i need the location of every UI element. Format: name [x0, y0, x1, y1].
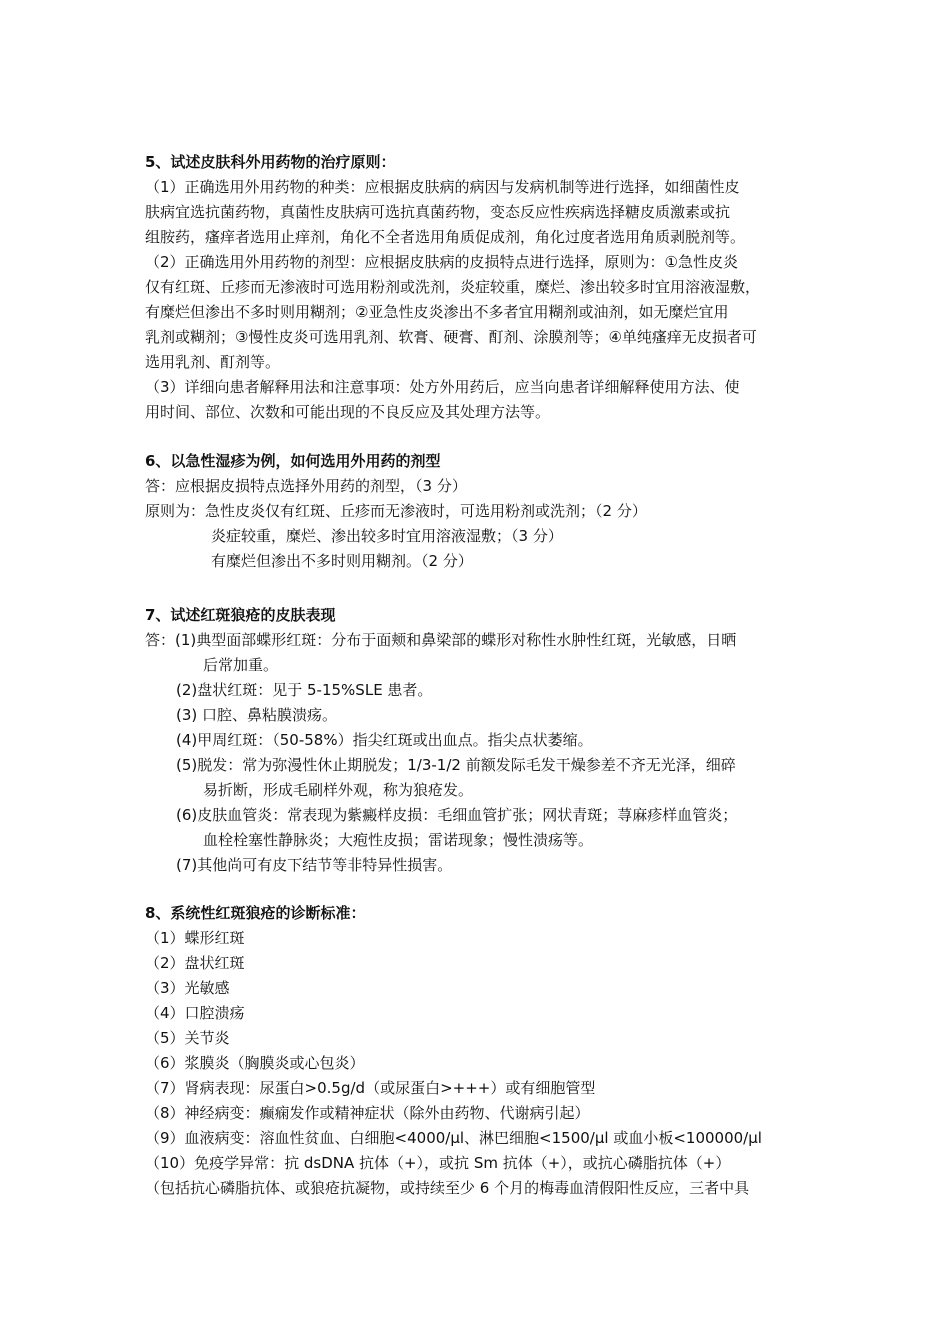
section-5-line: 肤病宜选抗菌药物，真菌性皮肤病可选抗真菌药物，变态反应性疾病选择糖皮质激素或抗: [145, 203, 731, 221]
section-7-item: (5)脱发：常为弥漫性休止期脱发；1/3-1/2 前额发际毛发干燥参差不齐无光泽，细碎: [176, 756, 736, 774]
section-6-continuation: 有糜烂但渗出不多时则用糊剂。（2 分）: [211, 552, 473, 570]
criteria-item: （4）口腔溃疡: [145, 1004, 245, 1022]
section-7-item-cont: 血栓栓塞性静脉炎；大疱性皮损；雷诺现象；慢性溃疡等。: [203, 831, 594, 849]
section-5-line: 用时间、部位、次数和可能出现的不良反应及其处理方法等。: [145, 403, 551, 421]
criteria-item: （7）肾病表现：尿蛋白>0.5g/d（或尿蛋白>+++）或有细胞管型: [145, 1079, 596, 1097]
section-8-title: 8、系统性红斑狼疮的诊断标准：: [145, 904, 366, 922]
section-7-item: (7)其他尚可有皮下结节等非特异性损害。: [176, 856, 453, 874]
section-7-item: (6)皮肤血管炎：常表现为紫癜样皮损：毛细血管扩张；网状青斑；荨麻疹样血管炎；: [176, 806, 738, 824]
section-5-line: 仅有红斑、丘疹而无渗液时可选用粉剂或洗剂，炎症较重，糜烂、渗出较多时宜用溶液湿敷，: [145, 278, 761, 296]
section-5-line: 组胺药，瘙痒者选用止痒剂，角化不全者选用角质促成剂，角化过度者选用角质剥脱剂等。: [145, 228, 746, 246]
section-6-principle: 原则为：急性皮炎仅有红斑、丘疹而无渗液时，可选用粉剂或洗剂；（2 分）: [145, 502, 647, 520]
section-6-title: 6、以急性湿疹为例，如何选用外用药的剂型: [145, 452, 441, 470]
criteria-item: （5）关节炎: [145, 1029, 230, 1047]
criteria-item: （6）浆膜炎（胸膜炎或心包炎）: [145, 1054, 365, 1072]
section-7-item: (3) 口腔、鼻粘膜溃疡。: [176, 706, 338, 724]
section-7-item-cont: 易折断，形成毛刷样外观，称为狼疮发。: [203, 781, 474, 799]
section-5-title: 5、试述皮肤科外用药物的治疗原则：: [145, 153, 396, 171]
section-7-item: (4)甲周红斑：（50-58%）指尖红斑或出血点。指尖点状萎缩。: [176, 731, 593, 749]
section-5-line: 选用乳剂、酊剂等。: [145, 353, 281, 371]
section-5-line: （3）详细向患者解释用法和注意事项：处方外用药后，应当向患者详细解释使用方法、使: [145, 378, 740, 396]
section-6-answer: 答：应根据皮损特点选择外用药的剂型，（3 分）: [145, 477, 467, 495]
criteria-item: （包括抗心磷脂抗体、或狼疮抗凝物，或持续至少 6 个月的梅毒血清假阳性反应，三者中具: [145, 1179, 750, 1197]
section-7-title: 7、试述红斑狼疮的皮肤表现: [145, 606, 336, 624]
section-5-line: （2）正确选用外用药物的剂型：应根据皮肤病的皮损特点进行选择，原则为：①急性皮炎: [145, 253, 738, 271]
section-5-line: （1）正确选用外用药物的种类：应根据皮肤病的病因与发病机制等进行选择，如细菌性皮: [145, 178, 740, 196]
criteria-item: （8）神经病变：癫痫发作或精神症状（除外由药物、代谢病引起）: [145, 1104, 590, 1122]
section-7-item: (2)盘状红斑：见于 5-15%SLE 患者。: [176, 681, 433, 699]
section-7-item-cont: 后常加重。: [203, 656, 279, 674]
criteria-item: （3）光敏感: [145, 979, 230, 997]
criteria-item: （1）蝶形红斑: [145, 929, 245, 947]
section-7-item: 答：(1)典型面部蝶形红斑：分布于面颊和鼻梁部的蝶形对称性水肿性红斑，光敏感，日晒: [145, 631, 737, 649]
section-5-line: 有糜烂但渗出不多时则用糊剂；②亚急性皮炎渗出不多者宜用糊剂或油剂，如无糜烂宜用: [145, 303, 729, 321]
criteria-item: （2）盘状红斑: [145, 954, 245, 972]
section-5-line: 乳剂或糊剂；③慢性皮炎可选用乳剂、软膏、硬膏、酊剂、涂膜剂等；④单纯瘙痒无皮损者可: [145, 328, 757, 346]
criteria-item: （9）血液病变：溶血性贫血、白细胞<4000/μl、淋巴细胞<1500/μl 或血小板<100000/μl: [145, 1129, 762, 1147]
section-6-continuation: 炎症较重，糜烂、渗出较多时宜用溶液湿敷；（3 分）: [211, 527, 563, 545]
criteria-item: （10）免疫学异常：抗 dsDNA 抗体（+），或抗 Sm 抗体（+），或抗心磷脂抗体（+）: [145, 1154, 731, 1172]
